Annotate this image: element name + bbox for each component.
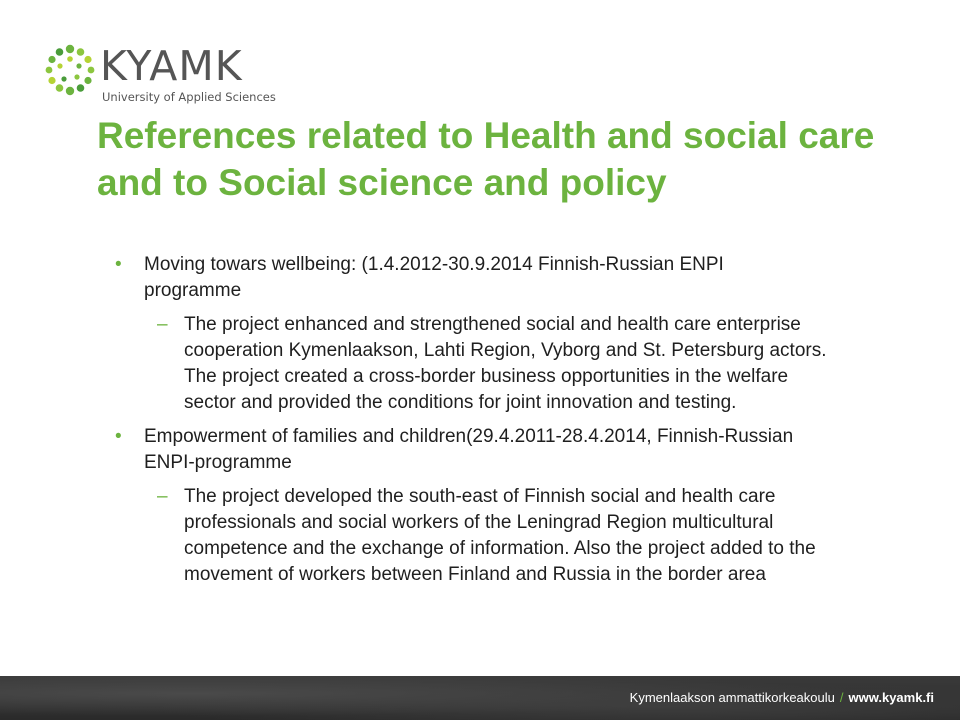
reference-item-2-detail [0, 484, 960, 588]
dash-icon: – [157, 314, 168, 335]
footer-separator: / [839, 690, 844, 705]
kyamk-logo [44, 40, 284, 110]
dash-icon: – [157, 486, 168, 507]
slide-title: References related to Health and social care and to Social science and policy [97, 115, 875, 203]
slide-footer [0, 676, 960, 720]
reference-item-description: The project enhanced and strengthened social and health care enterprise cooperation Kymenlaakson, Lahti Region, Vyborg and St. Petersburg actors. The project created a cross-border business opportunities in the welfare sector and provided the conditions for joint innovation and testing. [184, 314, 827, 413]
reference-item-2 [0, 424, 960, 476]
footer-url: www.kyamk.fi [848, 690, 934, 705]
logo-dots-icon [44, 44, 96, 96]
logo-subtitle: University of Applied Sciences [102, 90, 276, 104]
logo-wordmark: KYAMK [100, 42, 243, 90]
reference-item-description: The project developed the south-east of Finnish social and health care professionals and social workers of the Leningrad Region multicultural competence and the exchange of information. Also the project added to the movement of workers between Finland and Russia in the border area [184, 486, 816, 585]
bullet-icon: • [115, 426, 122, 447]
footer-text [630, 690, 934, 705]
footer-org: Kymenlaakson ammattikorkeakoulu [629, 690, 835, 705]
reference-item-1 [0, 252, 960, 304]
reference-item-1-detail [0, 312, 960, 416]
reference-item-title: Moving towars wellbeing: (1.4.2012-30.9.2014 Finnish-Russian ENPI programme [144, 254, 724, 301]
bullet-icon: • [115, 254, 122, 275]
reference-list [0, 252, 960, 588]
reference-item-title: Empowerment of families and children(29.4.2011-28.4.2014, Finnish-Russian ENPI-programme [144, 426, 794, 473]
